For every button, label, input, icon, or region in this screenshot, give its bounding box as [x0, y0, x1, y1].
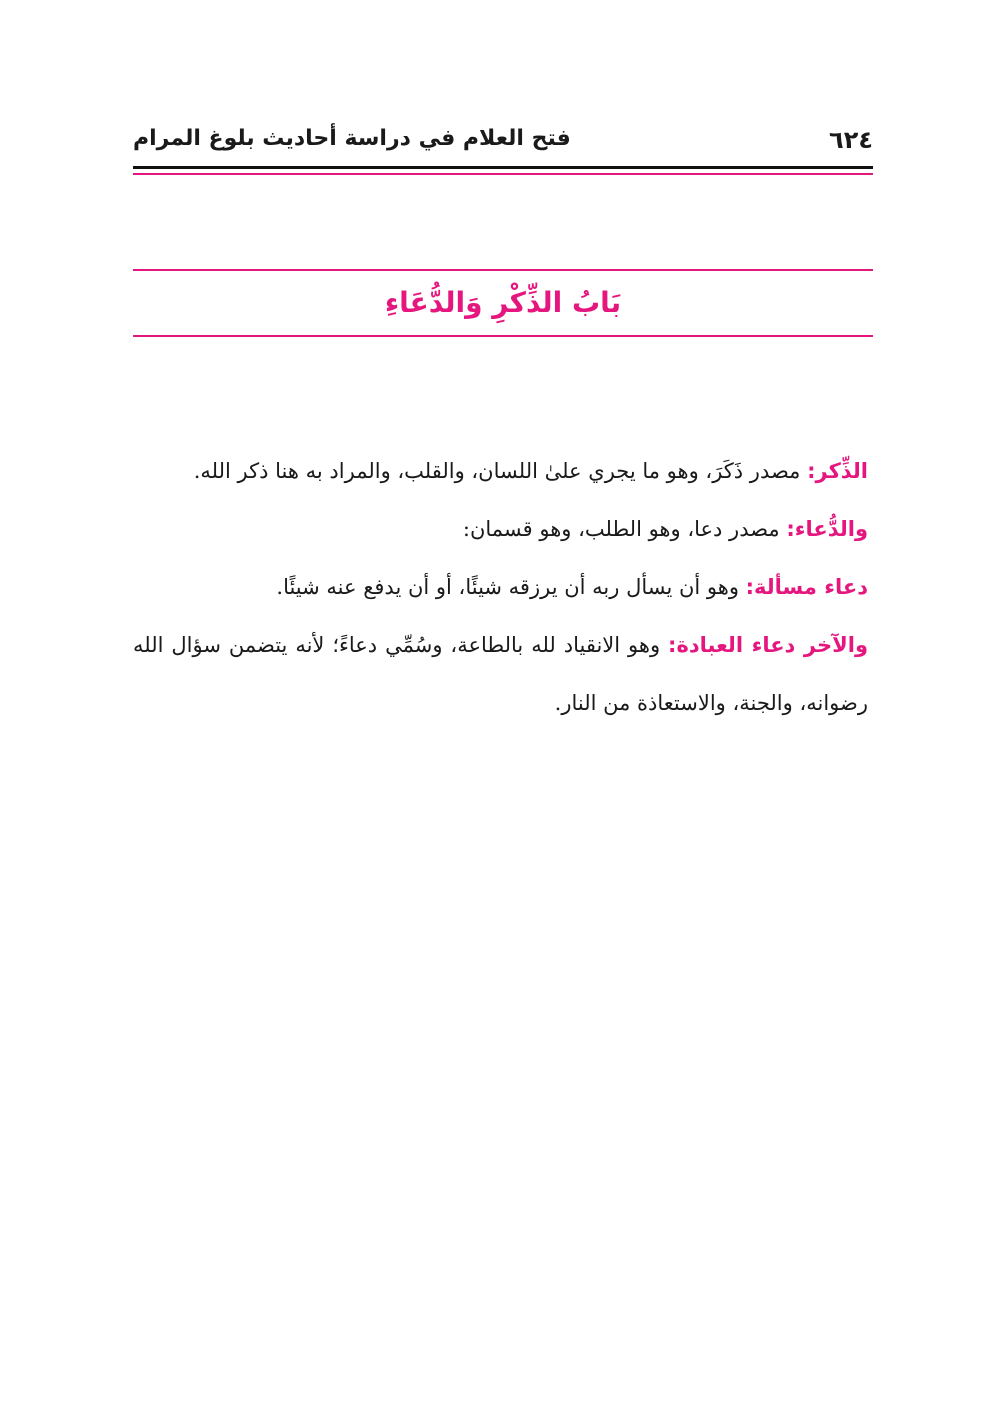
paragraph-dua-ibada-text: وهو الانقياد لله بالطاعة، وسُمِّي دعاءً؛ لأنه يتضمن سؤال الله رضوانه، والجنة، والاستعاذة من النار. — [133, 633, 868, 715]
paragraph-dhikr-text: مصدر ذَكَرَ، وهو ما يجري علىٰ اللسان، والقلب، والمراد به هنا ذكر الله. — [193, 459, 808, 483]
paragraph-dua-ibada — [133, 616, 868, 732]
body-text — [133, 442, 868, 732]
paragraph-dua-text: مصدر دعا، وهو الطلب، وهو قسمان: — [462, 517, 787, 541]
chapter-rule-bottom — [133, 335, 873, 337]
running-header — [133, 124, 873, 164]
term-dhikr: الذِّكر: — [807, 459, 868, 483]
term-dua-ibada: والآخر دعاء العبادة: — [668, 633, 868, 657]
paragraph-dua-masala — [133, 558, 868, 616]
page-number: ٦٢٤ — [829, 126, 873, 154]
chapter-title: بَابُ الذِّكْرِ وَالدُّعَاءِ — [384, 286, 622, 319]
chapter-rule-top — [133, 269, 873, 271]
term-dua: والدُّعاء: — [786, 517, 868, 541]
book-title: فتح العلام في دراسة أحاديث بلوغ المرام — [133, 126, 571, 151]
paragraph-dhikr — [133, 442, 868, 500]
paragraph-dua — [133, 500, 868, 558]
header-rule-black — [133, 166, 873, 169]
paragraph-dua-masala-text: وهو أن يسأل ربه أن يرزقه شيئًا، أو أن يدفع عنه شيئًا. — [276, 575, 746, 599]
term-dua-masala: دعاء مسألة: — [745, 575, 868, 599]
header-rule-pink — [133, 173, 873, 175]
